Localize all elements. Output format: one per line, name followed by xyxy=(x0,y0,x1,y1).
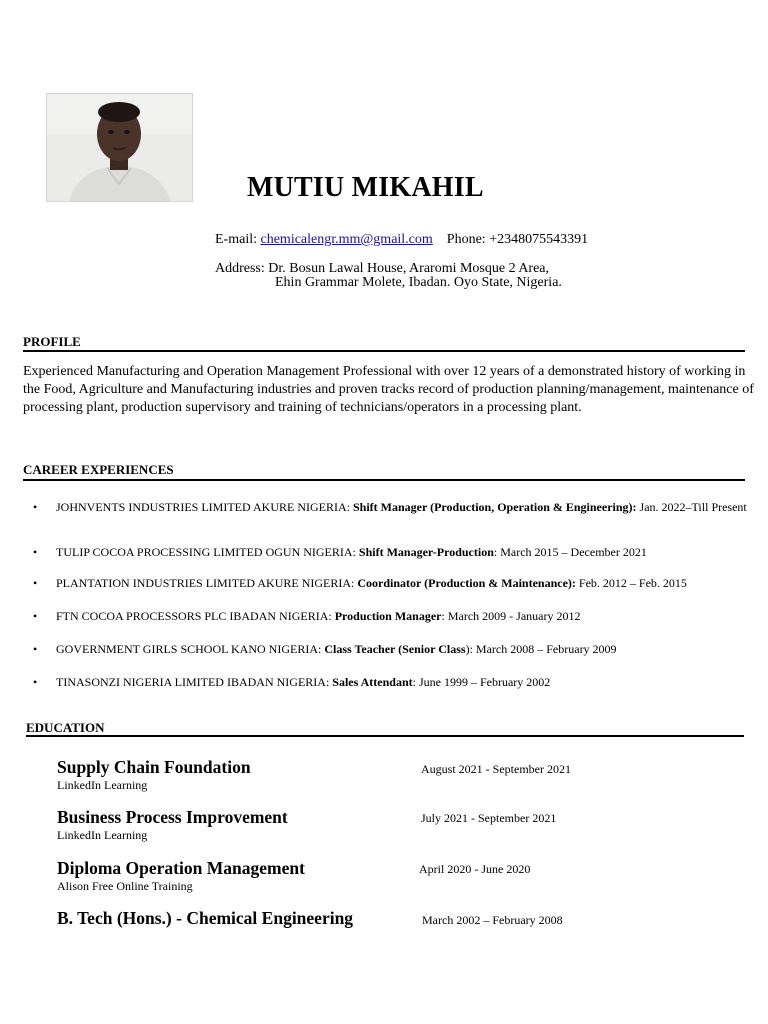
education-heading: EDUCATION xyxy=(26,720,105,735)
bullet-icon: • xyxy=(33,576,38,590)
experience-dates: ): March 2008 – February 2009 xyxy=(465,642,617,656)
education-title: B. Tech (Hons.) - Chemical Engineering xyxy=(57,908,354,928)
profile-text: Experienced Manufacturing and Operation Management Professional with over 12 years of a demonstrated history of working in the Food, Agriculture and Manufacturing industries and proven tracks record of production planning/management, maintenance of processing plant, production supervisory and training of technicians/operators in a processing plant. xyxy=(23,364,754,415)
experience-company: FTN COCOA PROCESSORS PLC IBADAN NIGERIA: xyxy=(56,609,332,623)
experience-role: Shift Manager-Production xyxy=(358,545,494,559)
experience-role: Coordinator (Production & Maintenance): xyxy=(357,576,576,590)
career-divider xyxy=(23,479,745,481)
experience-dates: Jan. 2022–Till Present xyxy=(639,500,747,514)
bullet-icon: • xyxy=(33,609,38,623)
bullet-icon: • xyxy=(33,500,38,514)
experience-company: TINASONZI NIGERIA LIMITED IBADAN NIGERIA: xyxy=(56,675,330,689)
experience-company: GOVERNMENT GIRLS SCHOOL KANO NIGERIA: xyxy=(56,642,322,656)
profile-photo xyxy=(46,93,193,202)
education-institution: Alison Free Online Training xyxy=(57,879,193,893)
person-portrait-icon xyxy=(47,94,192,201)
profile-heading: PROFILE xyxy=(23,334,81,349)
education-divider xyxy=(26,735,744,737)
bullet-icon: • xyxy=(33,675,38,689)
address-text-1: Dr. Bosun Lawal House, Araromi Mosque 2 Area, xyxy=(268,261,550,276)
experience-item xyxy=(33,609,753,624)
experience-dates: : March 2009 - January 2012 xyxy=(441,609,581,623)
experience-role: Class Teacher (Senior Class xyxy=(324,642,466,656)
bullet-icon: • xyxy=(33,545,38,559)
candidate-name: MUTIU MIKAHIL xyxy=(247,172,484,203)
email-label: E-mail: xyxy=(215,232,257,247)
experience-role: Shift Manager (Production, Operation & Engineering): xyxy=(352,500,637,514)
phone-label: Phone: xyxy=(446,232,486,247)
experience-item xyxy=(33,500,753,515)
experience-role: Production Manager xyxy=(334,609,442,623)
email-link[interactable]: chemicalengr.mm@gmail.com xyxy=(260,232,433,247)
education-dates: July 2021 - September 2021 xyxy=(421,811,557,825)
phone-number: +2348075543391 xyxy=(489,232,589,247)
education-institution: LinkedIn Learning xyxy=(57,778,148,792)
education-title: Diploma Operation Management xyxy=(57,858,305,878)
education-title: Supply Chain Foundation xyxy=(57,757,251,777)
experience-company: PLANTATION INDUSTRIES LIMITED AKURE NIGERIA: xyxy=(56,576,355,590)
experience-item xyxy=(33,642,753,657)
experience-item xyxy=(33,675,753,690)
education-dates: August 2021 - September 2021 xyxy=(421,762,571,776)
experience-dates: Feb. 2012 – Feb. 2015 xyxy=(578,576,687,590)
experience-dates: : June 1999 – February 2002 xyxy=(412,675,551,689)
bullet-icon: • xyxy=(33,642,38,656)
experience-company: JOHNVENTS INDUSTRIES LIMITED AKURE NIGERIA: xyxy=(56,500,350,514)
education-dates: April 2020 - June 2020 xyxy=(419,862,531,876)
education-title: Business Process Improvement xyxy=(57,807,288,827)
address-line-2: Ehin Grammar Molete, Ibadan. Oyo State, Nigeria. xyxy=(275,275,562,290)
education-dates: March 2002 – February 2008 xyxy=(422,913,563,927)
contact-line xyxy=(215,232,588,248)
experience-company: TULIP COCOA PROCESSING LIMITED OGUN NIGERIA: xyxy=(56,545,356,559)
address-label: Address: xyxy=(215,261,265,276)
experience-dates: : March 2015 – December 2021 xyxy=(493,545,647,559)
profile-divider xyxy=(23,350,745,352)
experience-item xyxy=(33,545,753,560)
career-heading: CAREER EXPERIENCES xyxy=(23,462,174,477)
education-institution: LinkedIn Learning xyxy=(57,828,148,842)
experience-role: Sales Attendant xyxy=(332,675,413,689)
experience-item xyxy=(33,576,753,591)
